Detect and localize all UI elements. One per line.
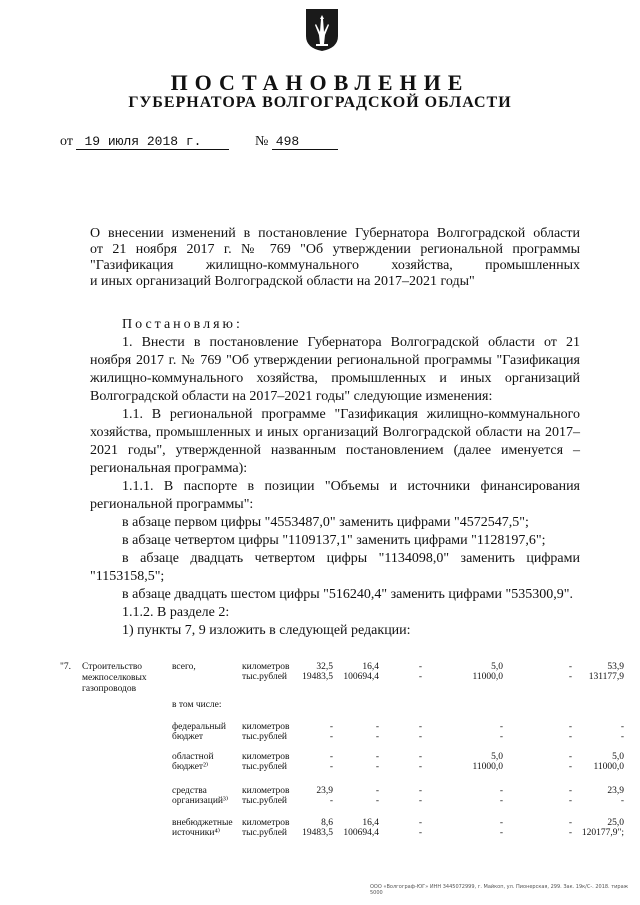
cell-rub: - [329, 762, 333, 772]
cell-km: 5,0 [491, 752, 503, 762]
unit-km: километров [242, 786, 290, 796]
cell-km: 16,4 [362, 818, 379, 828]
subject-line: от 21 ноября 2017 г. № 769 "Об утверждении региональной программы [90, 242, 580, 257]
cell-rub: 11000,0 [472, 762, 503, 772]
cell-rub: 100694,4 [343, 828, 379, 838]
change-line-4: в абзаце двадцать шестом цифры "516240,4" заменить цифрами "535300,9". [122, 587, 573, 602]
number-sign: № [254, 134, 269, 149]
cell-rub: 11000,0 [472, 672, 503, 682]
cell-rub: 120177,9"; [581, 828, 624, 838]
coat-of-arms-icon [305, 8, 339, 52]
row-label: бюджет [172, 732, 204, 742]
item-name-line: газопроводов [82, 684, 137, 694]
cell-km: 25,0 [607, 818, 624, 828]
row-label: внебюджетные [172, 818, 233, 828]
item-name-line: Строительство [82, 662, 143, 672]
decree-word: Постановляю: [122, 317, 243, 332]
cell-km: - [329, 752, 333, 762]
row-label: средства [172, 786, 207, 796]
cell-rub: - [329, 796, 333, 806]
cell-km: 32,5 [316, 662, 333, 672]
unit-rub: тыс.рублей [242, 828, 288, 838]
cell-rub: 131177,9 [588, 672, 624, 682]
document-number: 498 [272, 134, 338, 150]
cell-rub: - [620, 796, 624, 806]
unit-km: километров [242, 818, 290, 828]
cell-km: - [418, 786, 422, 796]
paragraph-1-1-2: 1.1.2. В разделе 2: [122, 605, 230, 620]
row-label: источники⁴⁾ [172, 828, 221, 838]
cell-rub: - [418, 828, 422, 838]
document-body [90, 316, 580, 640]
cell-km: - [418, 752, 422, 762]
cell-km: - [375, 752, 379, 762]
cell-rub: - [499, 828, 503, 838]
row-label: бюджет²⁾ [172, 762, 209, 772]
cell-km: - [568, 752, 572, 762]
print-footer: ООО «Волгограф-ЮГ» ИНН 3445072999, г. Майкоп, ул. Пионерская, 299. Зак. 19к/С-. 2018. тираж 5000 [370, 884, 629, 896]
cell-rub: - [568, 762, 572, 772]
row-label: областной [172, 752, 214, 762]
unit-rub: тыс.рублей [242, 732, 288, 742]
cell-km: - [499, 818, 503, 828]
document-date: 19 июля 2018 г. [76, 134, 229, 150]
unit-rub: тыс.рублей [242, 796, 288, 806]
cell-km: - [620, 722, 624, 732]
cell-rub: - [499, 796, 503, 806]
cell-km: - [418, 722, 422, 732]
change-line-3: в абзаце двадцать четвертом цифры "1134098,0" заменить цифрами "1153158,5"; [90, 551, 580, 584]
cell-km: - [375, 722, 379, 732]
unit-km: километров [242, 662, 290, 672]
paragraph-1: 1. Внести в постановление Губернатора Волгоградской области от 21 ноября 2017 г. № 769 "Об утверждении региональной программы "Газификация жилищно-коммунального хозяйства, промышленных и иных организаций Волгоградской области на 2017–2021 годы" следующие изменения: [90, 335, 580, 404]
cell-km: - [499, 786, 503, 796]
cell-km: - [499, 722, 503, 732]
cell-rub: - [418, 796, 422, 806]
cell-rub: - [329, 732, 333, 742]
cell-rub: - [418, 732, 422, 742]
dateline [60, 134, 338, 150]
cell-km: 8,6 [321, 818, 333, 828]
cell-rub: - [375, 732, 379, 742]
cell-rub: - [568, 796, 572, 806]
cell-km: - [568, 786, 572, 796]
cell-rub: - [375, 762, 379, 772]
paragraph-1-1-2-1: 1) пункты 7, 9 изложить в следующей редакции: [122, 623, 411, 638]
item-name-line: межпоселковых [82, 673, 147, 683]
cell-rub: - [568, 828, 572, 838]
row-label: всего, [172, 662, 196, 672]
cell-rub: 19483,5 [302, 672, 333, 682]
cell-rub: 19483,5 [302, 828, 333, 838]
paragraph-1-1-1: 1.1.1. В паспорте в позиции "Объемы и источники финансирования региональной программы": [90, 479, 580, 512]
cell-rub: - [568, 672, 572, 682]
cell-rub: - [620, 732, 624, 742]
cell-km: - [418, 662, 422, 672]
cell-km: 23,9 [316, 786, 333, 796]
change-line-2: в абзаце четвертом цифры "1109137,1" заменить цифрами "1128197,6"; [122, 533, 546, 548]
cell-km: - [375, 786, 379, 796]
unit-rub: тыс.рублей [242, 762, 288, 772]
cell-rub: 11000,0 [593, 762, 624, 772]
cell-km: - [568, 662, 572, 672]
unit-km: километров [242, 752, 290, 762]
cell-rub: - [375, 796, 379, 806]
cell-km: 5,0 [612, 752, 624, 762]
subject-line: "Газификация жилищно-коммунального хозяйства, промышленных [90, 258, 580, 273]
cell-km: - [418, 818, 422, 828]
cell-rub: - [418, 672, 422, 682]
cell-rub: - [499, 732, 503, 742]
cell-km: 5,0 [491, 662, 503, 672]
cell-rub: - [418, 762, 422, 772]
item-name [82, 662, 167, 695]
unit-km: километров [242, 722, 290, 732]
incl-label: в том числе: [172, 700, 222, 710]
cell-km: 16,4 [362, 662, 379, 672]
cell-km: - [329, 722, 333, 732]
date-prefix: от [60, 134, 73, 149]
row-label: организаций³⁾ [172, 796, 229, 806]
cell-km: 23,9 [607, 786, 624, 796]
subject-line: и иных организаций Волгоградской области на 2017–2021 годы" [90, 274, 475, 289]
document-title: ПОСТАНОВЛЕНИЕ [170, 70, 470, 95]
cell-rub: 100694,4 [343, 672, 379, 682]
document-subtitle: ГУБЕРНАТОРА ВОЛГОГРАДСКОЙ ОБЛАСТИ [128, 94, 512, 111]
subject-line: О внесении изменений в постановление Губернатора Волгоградской области [90, 226, 580, 241]
item-number: "7. [60, 662, 72, 672]
cell-rub: - [568, 732, 572, 742]
row-label: федеральный [172, 722, 226, 732]
change-line-1: в абзаце первом цифры "4553487,0" заменить цифрами "4572547,5"; [122, 515, 529, 530]
cell-km: 53,9 [607, 662, 624, 672]
cell-km: - [568, 722, 572, 732]
unit-rub: тыс.рублей [242, 672, 288, 682]
paragraph-1-1: 1.1. В региональной программе "Газификация жилищно-коммунального хозяйства, промышленных и иных организаций Волгоградской области на 2017–2021 годы", утвержденной названным постановлением (далее именуется – региональная программа): [90, 407, 580, 476]
document-subject [90, 226, 580, 290]
cell-km: - [568, 818, 572, 828]
